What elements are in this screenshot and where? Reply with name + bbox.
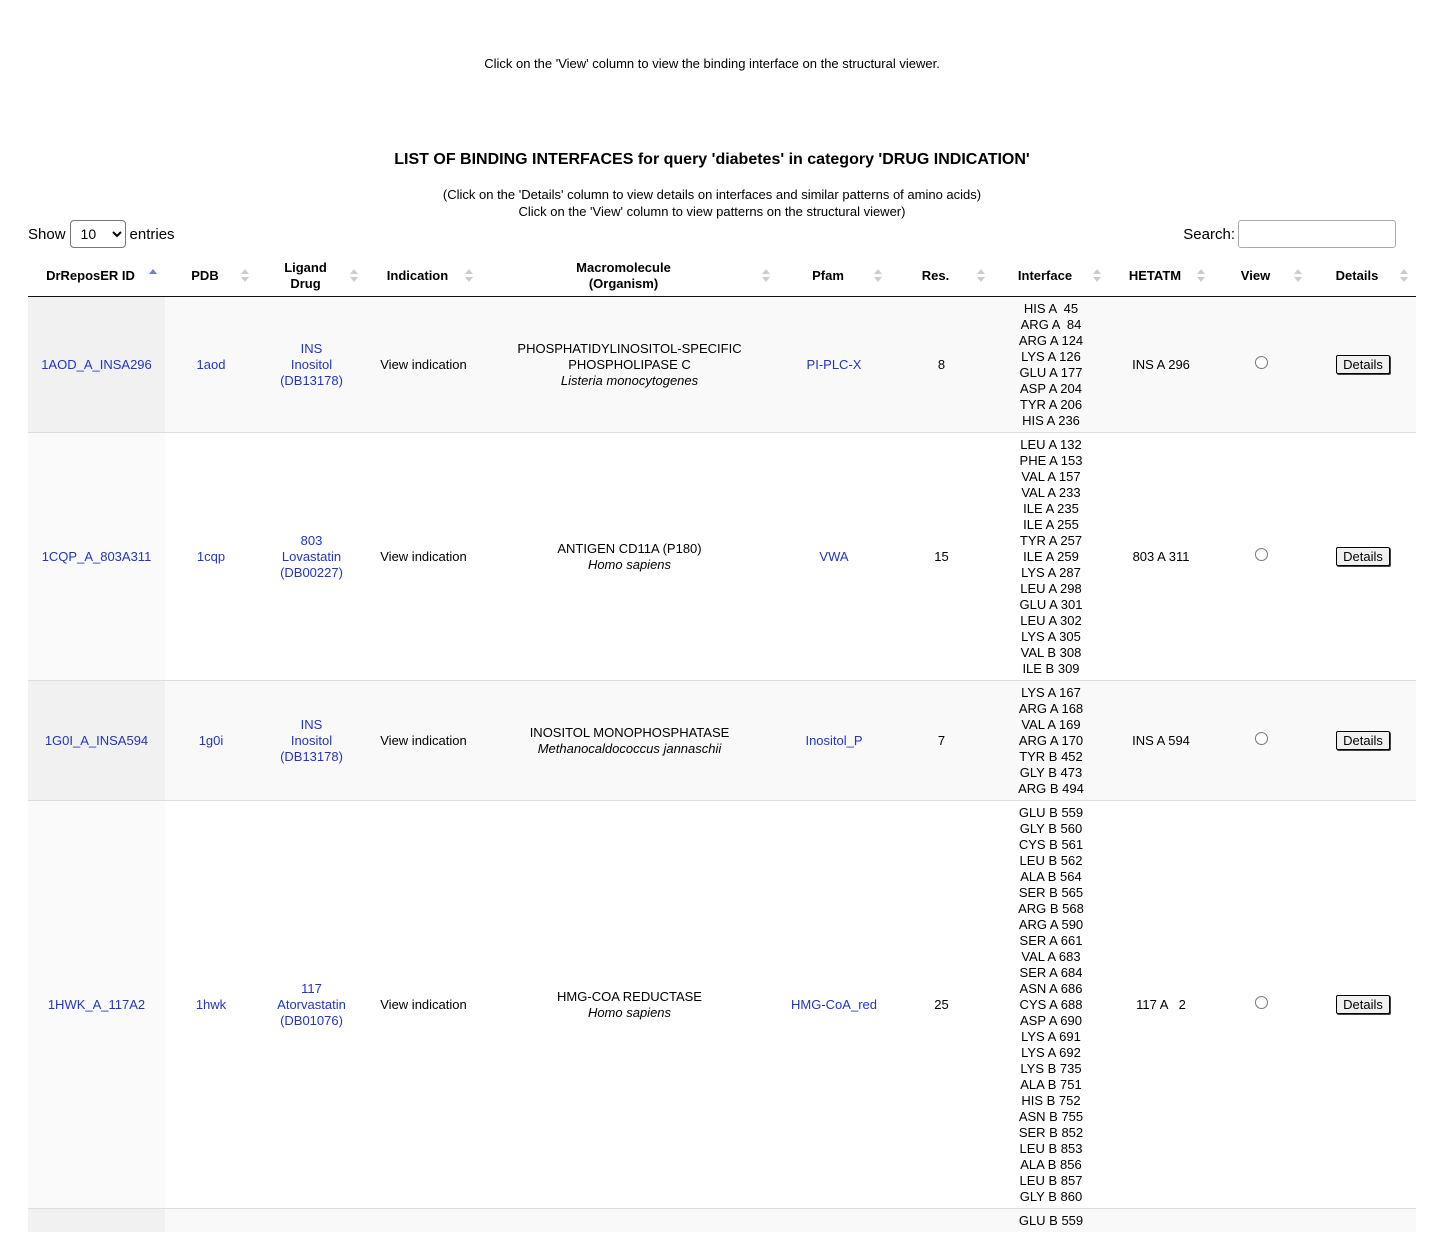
- cell-macromolecule: [481, 433, 778, 681]
- drreposer-id-link[interactable]: 1CQP_A_803A311: [41, 548, 152, 564]
- interface-residue: LEU A 132: [1020, 437, 1082, 452]
- drug-name: Atorvastatin: [277, 996, 346, 1012]
- cell-pdb: [165, 681, 257, 801]
- interface-residue: HIS A 45: [1023, 301, 1079, 316]
- interface-residue-list: [1020, 433, 1083, 680]
- cell-hetatm: [1109, 681, 1213, 801]
- cell-hetatm: [1109, 297, 1213, 433]
- cell-view: [1213, 681, 1310, 801]
- column-header-hetatm[interactable]: [1109, 256, 1213, 297]
- table-row: [28, 801, 1416, 1209]
- cell-hetatm: [1109, 801, 1213, 1209]
- column-header-indication[interactable]: [366, 256, 481, 297]
- interface-residue: SER B 852: [1018, 1125, 1084, 1140]
- interface-residue: SER B 565: [1018, 885, 1084, 900]
- column-header-label: PDB: [191, 268, 219, 283]
- interface-residue: LEU B 853: [1019, 1141, 1083, 1156]
- interface-residue: GLY B 560: [1019, 821, 1083, 836]
- interface-residue: PHE A 153: [1019, 453, 1083, 468]
- column-header-label: Interface: [1017, 268, 1073, 283]
- interface-residue: ARG A 84: [1020, 317, 1082, 332]
- interface-residue: LYS A 287: [1021, 565, 1081, 580]
- sort-both-icon: [1093, 268, 1101, 284]
- cell-pfam: [778, 1209, 890, 1233]
- interface-residue: ASN B 755: [1018, 1109, 1084, 1124]
- table-row: [28, 681, 1416, 801]
- search-control: [1183, 220, 1396, 248]
- column-header-label: DrReposER ID: [46, 268, 135, 283]
- cell-pfam: [778, 681, 890, 801]
- interface-residue: SER A 684: [1019, 965, 1083, 980]
- page-title: LIST OF BINDING INTERFACES for query 'diabetes' in category 'DRUG INDICATION': [394, 151, 1030, 168]
- interface-residue: VAL A 683: [1021, 949, 1081, 964]
- subtitle-line-2: Click on the 'View' column to view patterns on the structural viewer): [518, 204, 906, 219]
- interface-residue: LYS A 691: [1021, 1029, 1081, 1044]
- details-button[interactable]: Details: [1336, 547, 1390, 566]
- interface-residue: LYS A 167: [1021, 685, 1081, 700]
- drug-name: Lovastatin: [281, 548, 342, 564]
- drugbank-id: (DB13178): [280, 372, 343, 388]
- entries-select[interactable]: [70, 220, 126, 248]
- column-header-view[interactable]: [1213, 256, 1310, 297]
- interface-residue: LYS A 305: [1021, 629, 1081, 644]
- interface-residue: LEU A 298: [1020, 581, 1082, 596]
- cell-view: [1213, 297, 1310, 433]
- sort-both-icon: [1400, 268, 1408, 284]
- ligand-drug-link[interactable]: [261, 717, 362, 765]
- interface-residue: ALA B 751: [1020, 1077, 1082, 1092]
- drreposer-id-link[interactable]: 1AOD_A_INSA296: [41, 356, 152, 372]
- interface-residue: ALA B 564: [1020, 869, 1082, 884]
- interface-residue-list: [1018, 681, 1084, 800]
- interface-residue: LYS B 735: [1020, 1061, 1082, 1076]
- search-input[interactable]: [1238, 220, 1396, 248]
- column-header-pfam[interactable]: [778, 256, 890, 297]
- cell-res: 15: [890, 433, 993, 681]
- cell-hetatm: [1109, 1209, 1213, 1233]
- interface-residue-list: [1019, 297, 1083, 432]
- cell-macromolecule: [481, 297, 778, 433]
- drug-name: Inositol: [290, 356, 333, 372]
- organism-name: Homo sapiens: [587, 556, 672, 572]
- interface-residue: LYS A 126: [1021, 349, 1081, 364]
- column-header-ligand-drug[interactable]: [257, 256, 366, 297]
- sort-both-icon: [762, 268, 770, 284]
- macromolecule-name: PHOSPHATIDYLINOSITOL-SPECIFIC PHOSPHOLIPASE C: [517, 340, 742, 372]
- view-indication-link[interactable]: View indication: [380, 548, 467, 564]
- cell-ligand-drug: [257, 433, 366, 681]
- interface-residue: VAL A 157: [1021, 469, 1081, 484]
- cell-interface: [993, 801, 1109, 1209]
- hetatm-value: INS A 296: [1132, 356, 1190, 372]
- view-radio[interactable]: [1255, 996, 1268, 1009]
- cell-view: [1213, 801, 1310, 1209]
- pfam-link[interactable]: HMG-CoA_red: [791, 996, 877, 1012]
- cell-interface: [993, 681, 1109, 801]
- details-button[interactable]: Details: [1336, 995, 1390, 1014]
- macromolecule-name: ANTIGEN CD11A (P180): [557, 540, 702, 556]
- table-header-row: [28, 256, 1416, 297]
- cell-indication: [366, 801, 481, 1209]
- column-header-label: Indication: [386, 268, 449, 283]
- interface-residue: ASN A 686: [1019, 981, 1083, 996]
- interface-residue: CYS A 688: [1019, 997, 1083, 1012]
- sort-both-icon: [350, 268, 358, 284]
- cell-drreposer-id: [28, 681, 165, 801]
- cell-pfam: [778, 433, 890, 681]
- view-indication-link[interactable]: View indication: [380, 996, 467, 1012]
- search-label: Search:: [1183, 225, 1235, 243]
- view-indication-link[interactable]: View indication: [380, 732, 467, 748]
- sort-both-icon: [241, 268, 249, 284]
- column-header-label: Pfam: [812, 268, 844, 283]
- interface-residue: ILE B 309: [1022, 661, 1080, 676]
- interface-residue: GLU B 559: [1018, 805, 1084, 820]
- cell-hetatm: [1109, 433, 1213, 681]
- interface-residue: ARG B 494: [1018, 781, 1084, 796]
- interface-residue: ARG A 590: [1018, 917, 1084, 932]
- pdb-link[interactable]: 1cqp: [196, 548, 226, 564]
- cell-details: [1310, 681, 1416, 801]
- cell-ligand-drug: [257, 297, 366, 433]
- ligand-code: INS: [300, 340, 323, 356]
- sort-ascending-icon: [149, 268, 157, 284]
- hetatm-value: INS A 594: [1132, 732, 1190, 748]
- interface-residue: HIS B 752: [1021, 1093, 1081, 1108]
- column-header-label: Macromolecule (Organism): [576, 260, 671, 291]
- interface-residue: SER A 661: [1019, 933, 1083, 948]
- interface-residue: HIS A 236: [1022, 413, 1080, 428]
- organism-name: Listeria monocytogenes: [560, 372, 699, 388]
- sort-both-icon: [977, 268, 985, 284]
- pfam-link[interactable]: VWA: [819, 548, 849, 564]
- pfam-link[interactable]: Inositol_P: [805, 732, 863, 748]
- interface-residue-list: [1019, 1209, 1083, 1232]
- table-row: [28, 433, 1416, 681]
- view-radio[interactable]: [1255, 732, 1268, 745]
- column-header-interface[interactable]: [993, 256, 1109, 297]
- column-header-label: HETATM: [1128, 268, 1182, 283]
- cell-res: 25: [890, 801, 993, 1209]
- interface-residue: TYR A 257: [1019, 533, 1083, 548]
- cell-drreposer-id: [28, 433, 165, 681]
- table-row: [28, 1209, 1416, 1233]
- interface-residue: ILE A 235: [1023, 501, 1079, 516]
- interface-residue: GLY B 860: [1019, 1189, 1083, 1204]
- interface-residue: TYR A 206: [1019, 397, 1083, 412]
- sort-both-icon: [465, 268, 473, 284]
- cell-macromolecule: [481, 1209, 778, 1233]
- cell-pdb: [165, 1209, 257, 1233]
- cell-macromolecule: [481, 681, 778, 801]
- cell-macromolecule: [481, 801, 778, 1209]
- interface-residue: GLU B 559: [1018, 1213, 1084, 1228]
- interface-residue-list: [1018, 801, 1084, 1208]
- interface-residue: ARG A 124: [1018, 333, 1084, 348]
- drreposer-id-link[interactable]: 1HWK_A_117A2: [47, 996, 146, 1012]
- cell-indication: [366, 1209, 481, 1233]
- binding-interfaces-table: [28, 256, 1416, 1232]
- table-row: [28, 297, 1416, 433]
- column-header-label: Ligand Drug: [284, 260, 327, 291]
- cell-ligand-drug: [257, 1209, 366, 1233]
- interface-residue: ASP A 690: [1020, 1013, 1082, 1028]
- cell-ligand-drug: [257, 801, 366, 1209]
- column-header-label: Details: [1335, 268, 1379, 283]
- column-header-res[interactable]: [890, 256, 993, 297]
- ligand-drug-link[interactable]: [261, 533, 362, 581]
- drugbank-id: (DB13178): [280, 748, 343, 764]
- cell-view: [1213, 433, 1310, 681]
- interface-residue: TYR B 452: [1019, 749, 1083, 764]
- viewer-note: Click on the 'View' column to view the binding interface on the structural viewer.: [484, 56, 940, 71]
- cell-indication: [366, 433, 481, 681]
- entries-length-control: [28, 220, 175, 248]
- interface-residue: ARG B 568: [1018, 901, 1084, 916]
- cell-drreposer-id: [28, 297, 165, 433]
- cell-interface: [993, 297, 1109, 433]
- interface-residue: GLY B 473: [1019, 765, 1083, 780]
- details-button[interactable]: Details: [1336, 731, 1390, 750]
- cell-pfam: [778, 801, 890, 1209]
- ligand-code: INS: [300, 716, 323, 732]
- cell-details: [1310, 801, 1416, 1209]
- macromolecule-name: HMG-COA REDUCTASE: [557, 988, 702, 1004]
- interface-residue: LEU B 857: [1019, 1173, 1083, 1188]
- interface-residue: VAL A 169: [1021, 717, 1081, 732]
- drugbank-id: (DB00227): [280, 564, 343, 580]
- pdb-link[interactable]: 1g0i: [198, 732, 224, 748]
- subtitle-line-1: (Click on the 'Details' column to view details on interfaces and similar patterns of amino acids): [442, 187, 982, 202]
- view-indication-link[interactable]: View indication: [380, 356, 467, 372]
- interface-residue: GLU A 177: [1019, 365, 1083, 380]
- pdb-link[interactable]: 1aod: [196, 356, 226, 372]
- column-header-label: Res.: [921, 268, 950, 283]
- show-label: Show: [28, 225, 66, 243]
- ligand-code: 117: [301, 980, 322, 996]
- drugbank-id: (DB01076): [280, 1012, 343, 1028]
- cell-res: 7: [890, 681, 993, 801]
- cell-pdb: [165, 433, 257, 681]
- cell-pdb: [165, 297, 257, 433]
- interface-residue: VAL A 233: [1021, 485, 1081, 500]
- cell-details: [1310, 297, 1416, 433]
- hetatm-value: 803 A 311: [1132, 548, 1190, 564]
- interface-residue: LYS A 692: [1021, 1045, 1081, 1060]
- ligand-drug-link[interactable]: [261, 981, 362, 1029]
- entries-label: entries: [129, 225, 175, 243]
- interface-residue: GLU A 301: [1019, 597, 1083, 612]
- sort-both-icon: [874, 268, 882, 284]
- interface-residue: LEU A 302: [1020, 613, 1082, 628]
- cell-pdb: [165, 801, 257, 1209]
- column-header-details[interactable]: [1310, 256, 1416, 297]
- cell-drreposer-id: [28, 1209, 165, 1233]
- organism-name: Homo sapiens: [587, 1004, 672, 1020]
- interface-residue: CYS B 561: [1018, 837, 1084, 852]
- cell-ligand-drug: [257, 681, 366, 801]
- interface-residue: ILE A 259: [1023, 549, 1079, 564]
- interface-residue: VAL B 308: [1020, 645, 1082, 660]
- sort-both-icon: [1197, 268, 1205, 284]
- details-button[interactable]: Details: [1336, 355, 1390, 374]
- interface-residue: ILE A 255: [1023, 517, 1079, 532]
- cell-interface: [993, 433, 1109, 681]
- column-header-drreposer-id[interactable]: [28, 256, 165, 297]
- macromolecule-name: INOSITOL MONOPHOSPHATASE: [529, 724, 730, 740]
- interface-residue: ASP A 204: [1020, 381, 1082, 396]
- pfam-link[interactable]: PI-PLC-X: [806, 356, 862, 372]
- cell-indication: [366, 297, 481, 433]
- pdb-link[interactable]: 1hwk: [195, 996, 227, 1012]
- page-subtitle: [0, 186, 1424, 220]
- ligand-code: 803: [300, 532, 323, 548]
- interface-residue: ARG A 168: [1018, 701, 1084, 716]
- cell-res: 8: [890, 297, 993, 433]
- cell-res: [890, 1209, 993, 1233]
- cell-view: [1213, 1209, 1310, 1233]
- sort-both-icon: [1294, 268, 1302, 284]
- cell-indication: [366, 681, 481, 801]
- drreposer-id-link[interactable]: 1G0I_A_INSA594: [44, 732, 149, 748]
- organism-name: Methanocaldococcus jannaschii: [537, 740, 722, 756]
- interface-residue: LEU B 562: [1019, 853, 1083, 868]
- ligand-drug-link[interactable]: [261, 341, 362, 389]
- drug-name: Inositol: [290, 732, 333, 748]
- interface-residue: ARG A 170: [1018, 733, 1084, 748]
- column-header-macromolecule[interactable]: [481, 256, 778, 297]
- hetatm-value: 117 A 2: [1136, 996, 1186, 1012]
- cell-details: [1310, 433, 1416, 681]
- cell-drreposer-id: [28, 801, 165, 1209]
- view-radio[interactable]: [1255, 548, 1268, 561]
- interface-residue: ALA B 856: [1020, 1157, 1082, 1172]
- cell-pfam: [778, 297, 890, 433]
- view-radio[interactable]: [1255, 356, 1268, 369]
- cell-interface: [993, 1209, 1109, 1233]
- column-header-pdb[interactable]: [165, 256, 257, 297]
- cell-details: [1310, 1209, 1416, 1233]
- column-header-label: View: [1240, 268, 1271, 283]
